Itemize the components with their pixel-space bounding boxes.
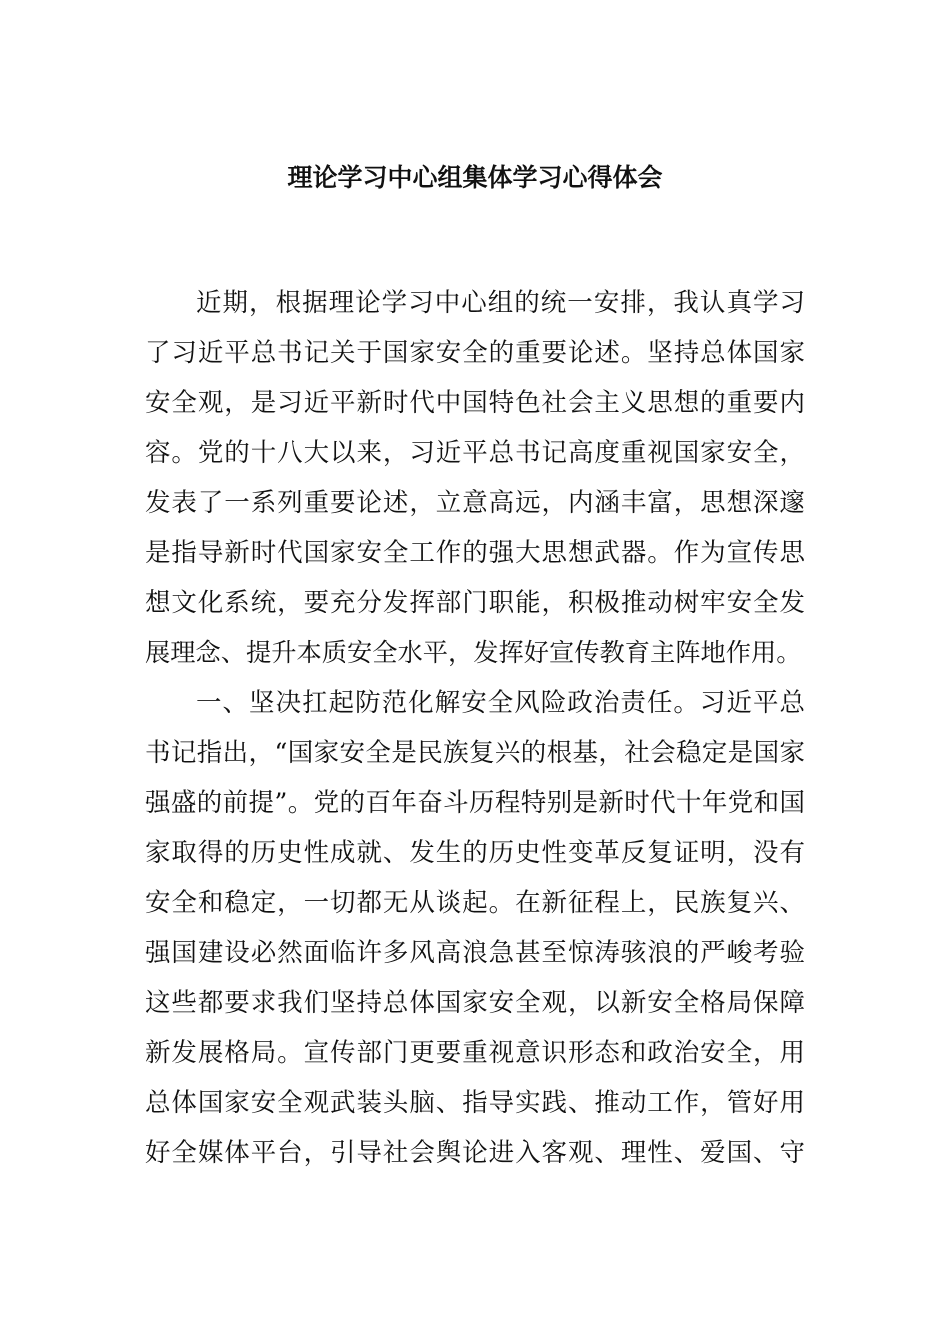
paragraph-line: 强国建设必然面临许多风高浪急甚至惊涛骇浪的严峻考验	[145, 938, 805, 968]
paragraph-line: 总体国家安全观武装头脑、指导实践、推动工作，管好用	[145, 1088, 805, 1118]
paragraph-line: 容。党的十八大以来，习近平总书记高度重视国家安全，	[145, 438, 805, 468]
paragraph-line: 强盛的前提”。党的百年奋斗历程特别是新时代十年党和国	[145, 788, 805, 818]
paragraph-line: 是指导新时代国家安全工作的强大思想武器。作为宣传思	[145, 538, 805, 568]
paragraph-line: 近期，根据理论学习中心组的统一安排，我认真学习	[196, 288, 805, 318]
paragraph-line: 家取得的历史性成就、发生的历史性变革反复证明，没有	[145, 838, 805, 868]
paragraph-line: 新发展格局。宣传部门更要重视意识形态和政治安全，用	[145, 1038, 805, 1068]
document-body	[145, 278, 805, 1178]
paragraph-line: 这些都要求我们坚持总体国家安全观，以新安全格局保障	[145, 988, 805, 1018]
paragraph-line: 想文化系统，要充分发挥部门职能，积极推动树牢安全发	[145, 588, 805, 618]
paragraph-line: 一、坚决扛起防范化解安全风险政治责任。习近平总	[196, 688, 805, 718]
paragraph-line: 安全和稳定，一切都无从谈起。在新征程上，民族复兴、	[145, 888, 805, 918]
paragraph-line: 安全观，是习近平新时代中国特色社会主义思想的重要内	[145, 388, 805, 418]
paragraph-line: 书记指出，“国家安全是民族复兴的根基，社会稳定是国家	[145, 738, 805, 768]
paragraph-line: 发表了一系列重要论述，立意高远，内涵丰富，思想深邃	[145, 488, 805, 518]
document-title: 理论学习中心组集体学习心得体会	[287, 163, 663, 192]
paragraph-line: 了习近平总书记关于国家安全的重要论述。坚持总体国家	[145, 338, 805, 368]
paragraph-line: 好全媒体平台，引导社会舆论进入客观、理性、爱国、守	[145, 1138, 805, 1168]
paragraph-line: 展理念、提升本质安全水平，发挥好宣传教育主阵地作用。	[145, 638, 802, 667]
